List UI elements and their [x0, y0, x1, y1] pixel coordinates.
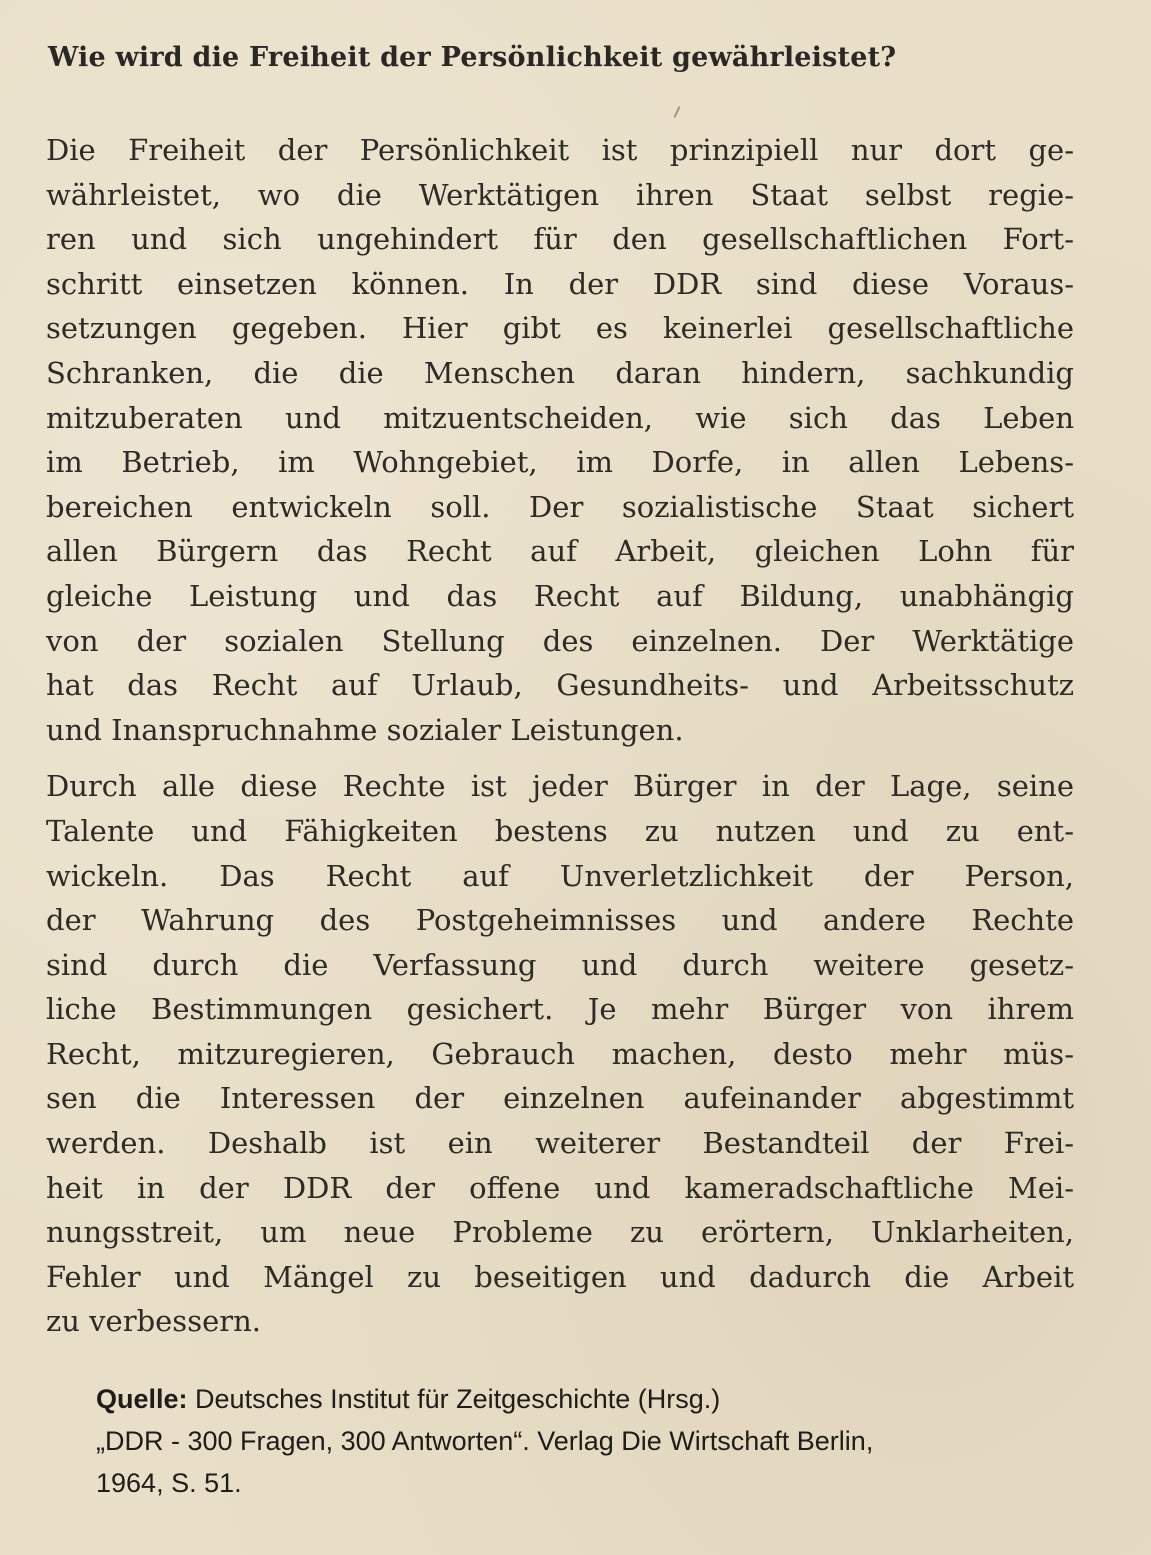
text-line: von der sozialen Stellung des einzelnen. Der Werktätige [46, 623, 1074, 658]
text-line: Recht, mitzuregieren, Gebrauch machen, desto mehr müs- [46, 1036, 1074, 1071]
text-line: im Betrieb, im Wohngebiet, im Dorfe, in allen Lebens- [46, 445, 1074, 480]
source-publisher: Deutsches Institut für Zeitgeschichte (Hrsg.) [195, 1384, 721, 1414]
text-line: wickeln. Das Recht auf Unverletzlichkeit der Person, [46, 858, 1074, 893]
text-line: sen die Interessen der einzelnen aufeinander abgestimmt [46, 1081, 1074, 1116]
document-heading: Wie wird die Freiheit der Persönlichkeit gewährleistet? [48, 42, 897, 73]
text-line: Durch alle diese Rechte ist jeder Bürger in der Lage, seine [46, 769, 1074, 804]
text-line: bereichen entwickeln soll. Der sozialistische Staat sichert [46, 489, 1074, 524]
text-line: Fehler und Mängel zu beseitigen und dadurch die Arbeit [46, 1259, 1074, 1294]
source-line-2: „DDR - 300 Fragen, 300 Antworten“. Verlag Die Wirtschaft Berlin, [96, 1426, 874, 1456]
paragraph-gap [46, 752, 1074, 764]
source-label: Quelle: [96, 1384, 188, 1414]
source-line-3: 1964, S. 51. [96, 1468, 242, 1498]
text-line: nungsstreit, um neue Probleme zu erörtern, Unklarheiten, [46, 1215, 1074, 1250]
text-line: gleiche Leistung und das Recht auf Bildung, unabhängig [46, 578, 1074, 613]
text-line: mitzuberaten und mitzuentscheiden, wie sich das Leben [46, 400, 1074, 435]
text-line: sind durch die Verfassung und durch weitere gesetz- [46, 947, 1074, 982]
text-line: hat das Recht auf Urlaub, Gesundheits- und Arbeitsschutz [46, 668, 1074, 703]
body-text [46, 128, 1074, 1344]
text-line: zu verbessern. [46, 1304, 261, 1339]
text-line: schritt einsetzen können. In der DDR sind diese Voraus- [46, 266, 1074, 301]
source-citation [96, 1378, 1086, 1504]
pencil-mark [674, 106, 681, 118]
paragraph-2 [46, 764, 1074, 1344]
text-line: allen Bürgern das Recht auf Arbeit, gleichen Lohn für [46, 534, 1074, 569]
text-line: liche Bestimmungen gesichert. Je mehr Bürger von ihrem [46, 992, 1074, 1027]
text-line: heit in der DDR der offene und kameradschaftliche Mei- [46, 1170, 1074, 1205]
text-line: Schranken, die die Menschen daran hindern, sachkundig [46, 355, 1074, 390]
text-line: werden. Deshalb ist ein weiterer Bestandteil der Frei- [46, 1126, 1074, 1161]
source-line-1 [96, 1378, 1086, 1420]
text-line: setzungen gegeben. Hier gibt es keinerlei gesellschaftliche [46, 311, 1074, 346]
paragraph-1 [46, 128, 1074, 752]
text-line: der Wahrung des Postgeheimnisses und andere Rechte [46, 903, 1074, 938]
text-line: und Inanspruchnahme sozialer Leistungen. [46, 712, 684, 747]
text-line: ren und sich ungehindert für den gesellschaftlichen Fort- [46, 222, 1074, 257]
text-line: Talente und Fähigkeiten bestens zu nutzen und zu ent- [46, 813, 1074, 848]
text-line: währleistet, wo die Werktätigen ihren Staat selbst regie- [46, 177, 1074, 212]
text-line: Die Freiheit der Persönlichkeit ist prinzipiell nur dort ge- [46, 133, 1074, 167]
